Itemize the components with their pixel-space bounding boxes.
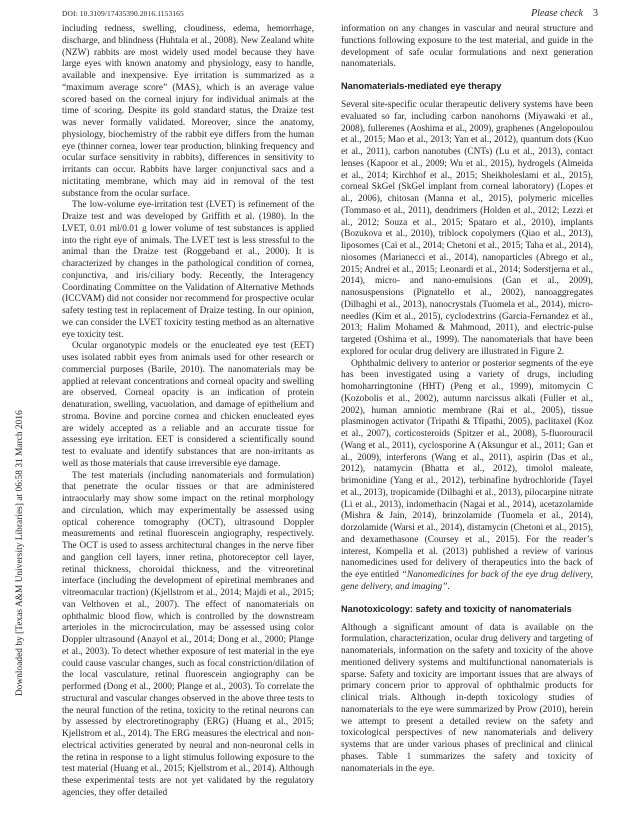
paragraph: Several site-specific ocular therapeutic delivery systems have been evaluated so far, including carbon nanohorns (Miyawaki et al., 2008), fullerenes (Aoshima et al., 2009), graphenes (Angelopoulou et al., 2015; Mao et al., 2013; Yan et al., 2012), quantum dots (Kuo et al., 2011), carbon nanotubes (CNTs) (Lu et al., 2013), contact lenses (Kapoor et al., 2009; Wu et al., 2015), hydrogels (Almeida et al., 2014; Kirchhof et al., 2015; Sheikholeslami et al., 2015), corneal SkGel (SkGel implant from corneal laboratory) (Lopes et al., 2006), chitosan (Manna et al., 2015), polymeric micelles (Tommaso et al., 2011), dendrimers (Holden et al., 2012; Lezzi et al., 2012; Souza et al., 2015; Spataro et al., 2010), implants (Bozukova et al., 2010), triblock copolymers (Qiao et al., 2013), liposomes (Cai et al., 2014; Chetoni et al., 2015; Taha et al., 2014), niosomes (Marianecci et al., 2014), nanoparticles (Abrego et al., 2015; Andrei et al., 2015; Leonardi et al., 2014; Soderstjerna et al., 2014), micro- and nano-emulsions (Gan et al., 2009), nanosuspensions (Pignatello et al., 2002), nanoaggregates (Dilbaghi et al., 2013), nanocrystals (Tuomela et al., 2014), micro-needles (Kim et al., 2015), cyclodextrins (Garcia-Fernandez et al., 2013; Halim Mohamed & Mahmoud, 2011), and electric-pulse targeted (Oshima et al., 1999). The nanomaterials that have been explored for ocular drug delivery are illustrated in Figure 2.: [341, 100, 593, 357]
paragraph: The test materials (including nanomaterials and formulation) that penetrate the ocular tissues or that are administered intraocularly may show some impact on the retinal morphology and circulation, which may experimentally be assessed using optical coherence tomography (OCT), ultrasound Doppler measurements and retinal fluorescein angiography, respectively. The OCT is used to assess architectural changes in the nerve fiber and ganglion cell layers, inner retina, photoreceptor cell layer, retinal thickness, choroidal thickness, and the vitreoretinal interface (including the development of epiretinal membranes and vitreomacular traction) (Kjellstrom et al., 2014; Majdi et al., 2015; van Velthoven et al., 2007). The effect of nanomaterials on ophthalmic blood flow, which is controlled by the downstream arterioles in the microcirculation, may be assessed using color Doppler ultrasound (Anayol et al., 2014; Dong et al., 2000; Plange et al., 2003). To detect whether exposure of test material in the eye could cause vascular changes, such as focal constriction/dilation of the local vasculature, retinal fluorescein angiography can be performed (Dong et al., 2000; Plange et al., 2003). To correlate the structural and vascular changes observed in the above three tests to the neural function of the retina, toxicity to the retinal neurons can by assessed by electroretinography (ERG) (Huang et al., 2015; Kjellstrom et al., 2014). The ERG measures the electrical and non-electrical activities generated by neural and non-neuronal cells in the retina in response to a light stimulus following exposure to the test material (Huang et al., 2015; Kjellstrom et al., 2014). Although these experimental tests are not yet validated by the regulatory agencies, they offer detailed: [62, 470, 314, 798]
left-column: [62, 24, 314, 800]
review-title: “Nanomedicines for back of the eye drug delivery, gene delivery, and imaging”: [341, 570, 593, 592]
download-sidebar: [4, 66, 25, 696]
section-heading-eye-therapy: Nanomaterials-mediated eye therapy: [341, 81, 502, 91]
running-title: Please check: [531, 8, 583, 19]
paragraph: information on any changes in vascular and neural structure and functions following exposure to the test material, and guide in the development of safe ocular formulations and next generation nanomaterials.: [341, 24, 593, 70]
paragraph-end: .: [447, 581, 450, 592]
paragraph: The low-volume eye-irritation test (LVET) is refinement of the Draize test and was developed by Griffith et al. (1980). In the LVET, 0.01 ml/0.01 g lower volume of test substances is applied into the right eye of animals. The LVET test is less stressful to the animal than the Draize test (Roggeband et al., 2000). It is characterized by changes in the pathological condition of cornea, conjunctiva, and iris/ciliary body. Recently, the Interagency Coordinating Committee on the Validation of Alternative Methods (ICCVAM) did not consider nor recommend for prospective ocular safety testing test in replacement of Draize testing. In our opinion, we can consider the LVET toxicity testing method as an alternative eye toxicity test.: [62, 200, 314, 340]
paragraph: including redness, swelling, cloudiness, edema, hemorrhage, discharge, and blindness (Huhtala et al., 2008). New Zealand white (NZW) rabbits are most widely used model because they have large eyes with known anatomy and physiology, easy to handle, available and inexpensive. Eye irritation is summarized as a “maximum average score” (MAS), which is an average value scored based on the corneal injury for individual animals at the time of scoring. Despite its gold standard status, the Draize test was never formally validated. Moreover, since the anatomy, physiology, biochemistry of the rabbit eye differs from the human eye (thinner cornea, lower tear production, blinking frequency and ocular surface sensitivity in rabbits), differences in sensitivity to irritants can occur. Rabbits have larger conjunctival sacs and a nictitating membrane, which may aid in removal of the test substance from the ocular surface.: [62, 24, 314, 199]
paragraph: Although a significant amount of data is available on the formulation, characterization, ocular drug delivery and targeting of nanomaterials, information on the safety and toxicity of the above mentioned delivery systems and multifunctional nanomaterials is sparse. Safety and toxicity are important issues that are always of primary concern prior to approval of ophthalmic products for clinical trials. Although in-depth toxicology studies of nanomaterials to the eye were summarized by Prow (2010), herein we attempt to present a detailed review on the safety and toxicological perspectives of new nanomaterials and delivery systems that are under various phases of preclinical and clinical phases. Table 1 summarizes the safety and toxicity of nanomaterials in the eye.: [341, 622, 593, 774]
paragraph: Ocular organotypic models or the enucleated eye test (EET) uses isolated rabbit eyes from animals used for other research or commercial purposes (Barile, 2010). The nanomaterials may be applied at relevant concentrations and corneal opacity and swelling are observed. Corneal opacity is an indication of protein denaturation, swelling, vacuolation, and damage of epithelium and stroma. Bovine and porcine cornea and chicken enucleated eyes are widely accepted as a reliable and an accurate tissue for assessing eye irritation. EET is considered a scientifically sound test to evaluate and identify substances that are non-irritants as well as those materials that cause irreversible eye damage.: [62, 341, 314, 469]
right-column: [341, 24, 593, 775]
page-number: 3: [593, 8, 598, 19]
section-heading-nanotoxicology: Nanotoxicology: safety and toxicity of nanomaterials: [341, 603, 572, 614]
doi-header: DOI: 10.3109/17435390.2016.1153165: [62, 9, 184, 18]
paragraph: [341, 359, 593, 594]
paragraph-text: Ophthalmic delivery to anterior or posterior segments of the eye has been investigated using a variety of drugs, including homoharringtonine (HHT) (Peng et al., 1999), mitomycin C (Kozobolis et al., 2002), autumn narcissus alkali (Fuller et al., 2002), human amniotic membrane (Rai et al., 2005), tissue plasminogen activator (Tripathi & Tfipathi, 2005), paclitaxel (Koz et al., 2007), corticosteroids (Spitzer et al., 2008), 5-fluorouracil (Wang et al., 2011), cyclosporine A (Aksungur et al., 2011; Gan et al., 2009), interferons (Wang et al., 2011), aspirin (Das et al., 2012), natamycin (Bhatta et al., 2012), timolol maleate, brimonidine (Yang et al., 2012), terbinafine hydrochloride (Tayel et al., 2013), tropicamide (Dilbaghi et al., 2013), pilocarpine nitrate (Li et al., 2013), indomethacin (Nagai et al., 2014), acetazolamide (Mishra & Jain, 2014), brinzolamide (Tuomela et al., 2014), dorzolamide (Warsi et al., 2014), distamycin (Chetoni et al., 2015), and dexamethasone (Coursey et al., 2015). For the reader’s interest, Kompella et al. (2013) published a review of various nanomedicines used for delivery of therapeutics into the back of the eye entitled: [341, 358, 593, 580]
download-note: Downloaded by [Texas A&M University Libraries] at 06:58 31 March 2016: [15, 410, 25, 696]
running-header: [531, 8, 598, 19]
